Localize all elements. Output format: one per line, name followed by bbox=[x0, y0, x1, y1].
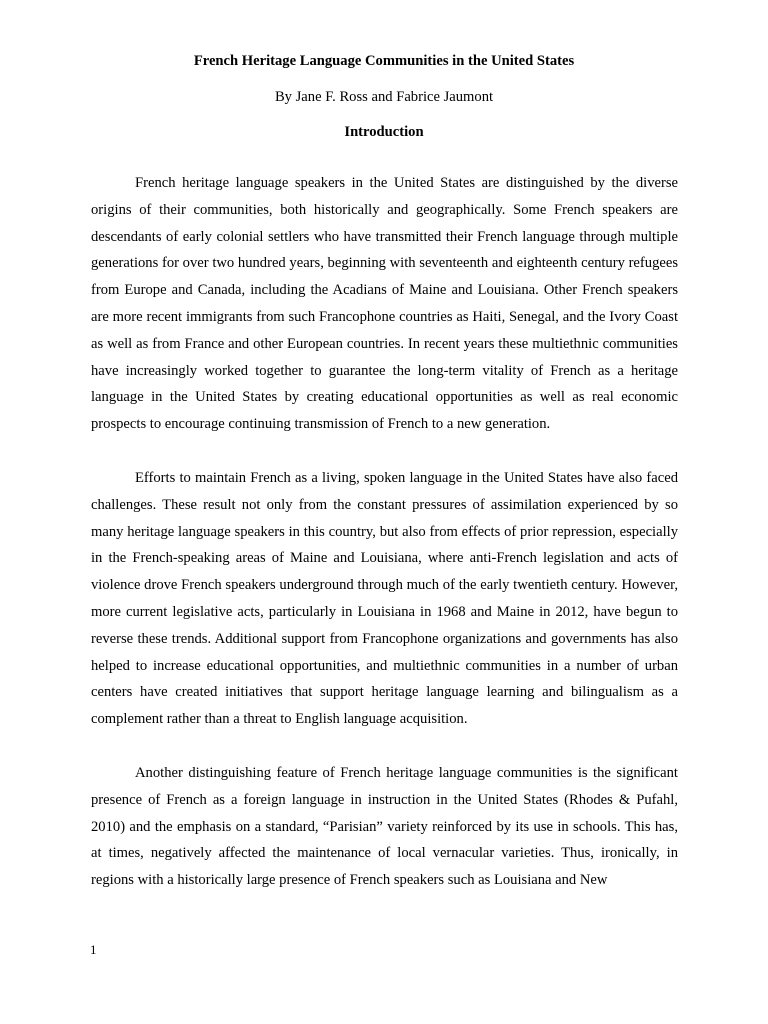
document-body bbox=[91, 170, 678, 921]
section-heading: Introduction bbox=[344, 124, 424, 140]
page-number: 1 bbox=[90, 942, 97, 957]
paragraph-3: Another distinguishing feature of French heritage language communities is the significant presence of French as a foreign language in instruction in the United States (Rhodes & Pufahl, 2010) and the emphasis on a standard, “Parisian” variety reinforced by its use in schools. This has, at times, negatively affected the maintenance of local vernacular varieties. Thus, ironically, in regions with a historically large presence of French speakers such as Louisiana and New bbox=[91, 764, 678, 889]
paragraph-1: French heritage language speakers in the United States are distinguished by the diverse origins of their communities, both historically and geographically. Some French speakers are descendants of early colonial settlers who have transmitted their French language through multiple generations for over two hundred years, beginning with seventeenth and eighteenth century refugees from Europe and Canada, including the Acadians of Maine and Louisiana. Other French speakers are more recent immigrants from such Francophone countries as Haiti, Senegal, and the Ivory Coast as well as from France and other European countries. In recent years these multiethnic communities have increasingly worked together to guarantee the long-term vitality of French as a heritage language in the United States by creating educational opportunities as well as real economic prospects to encourage continuing transmission of French to a new generation. bbox=[91, 175, 678, 433]
paragraph-2: Efforts to maintain French as a living, spoken language in the United States have also faced challenges. These result not only from the constant pressures of assimilation experienced by so many heritage language speakers in this country, but also from effects of prior repression, especially in the French-speaking areas of Maine and Louisiana, where anti-French legislation and acts of violence drove French speakers underground through much of the early twentieth century. However, more current legislative acts, particularly in Louisiana in 1968 and Maine in 2012, have begun to reverse these trends. Additional support from Francophone organizations and governments has also helped to increase educational opportunities, and multiethnic communities in a number of urban centers have created initiatives that support heritage language learning and bilingualism as a complement rather than a threat to English language acquisition. bbox=[91, 469, 678, 728]
document-title: French Heritage Language Communities in the United States bbox=[193, 53, 575, 69]
document-authors: By Jane F. Ross and Fabrice Jaumont bbox=[274, 89, 494, 105]
